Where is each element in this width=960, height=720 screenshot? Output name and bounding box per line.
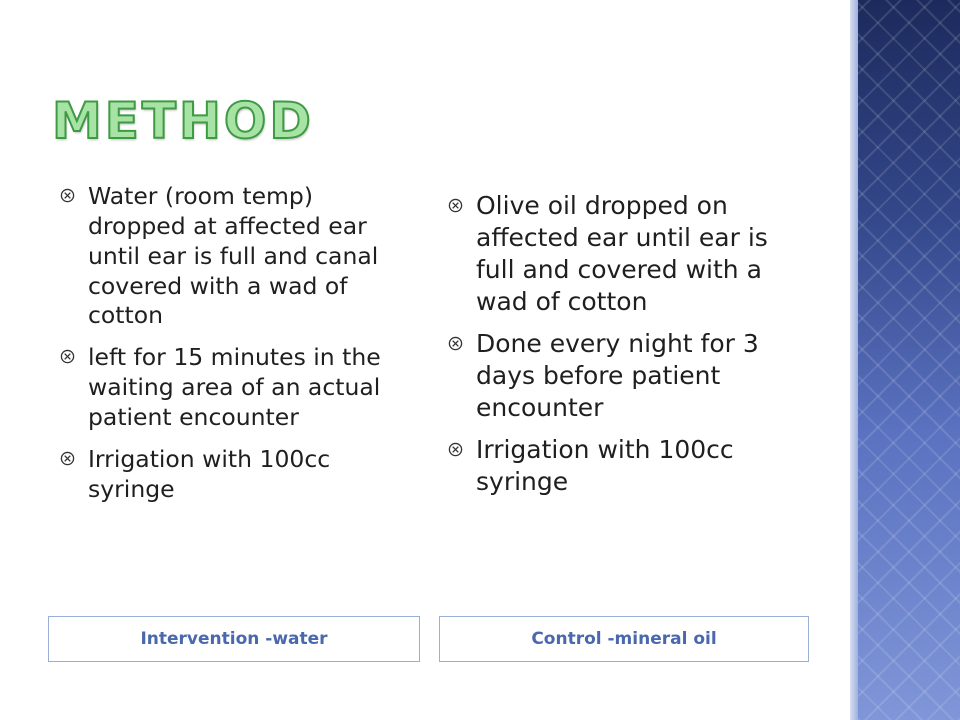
slide-title: METHOD <box>52 92 314 150</box>
bullet-text: left for 15 minutes in the waiting area of an actual patient encounter <box>88 343 381 431</box>
side-band-edge <box>850 0 858 720</box>
circled-cross-bullet-icon <box>448 442 463 457</box>
left-bullet-list <box>60 182 416 504</box>
list-item <box>448 328 808 424</box>
circled-cross-bullet-icon <box>60 349 75 364</box>
decorative-side-band <box>858 0 960 720</box>
circled-cross-bullet-icon <box>60 451 75 466</box>
list-item <box>60 182 416 331</box>
bullet-text: Irrigation with 100cc syringe <box>476 435 734 496</box>
left-column <box>60 182 416 516</box>
control-label: Control -mineral oil <box>439 616 809 662</box>
list-item <box>60 445 416 505</box>
circled-cross-bullet-icon <box>448 198 463 213</box>
right-column <box>448 190 808 508</box>
bullet-text: Water (room temp) dropped at affected ear until ear is full and canal covered with a wad of cotton <box>88 182 379 330</box>
bullet-text: Irrigation with 100cc syringe <box>88 444 331 503</box>
bullet-text: Done every night for 3 days before patient encounter <box>476 329 759 422</box>
circled-cross-bullet-icon <box>448 336 463 351</box>
list-item <box>448 190 808 318</box>
intervention-label: Intervention -water <box>48 616 420 662</box>
list-item <box>448 434 808 498</box>
circled-cross-bullet-icon <box>60 188 75 203</box>
list-item <box>60 343 416 433</box>
bullet-text: Olive oil dropped on affected ear until ear is full and covered with a wad of cotton <box>476 191 768 316</box>
right-bullet-list <box>448 190 808 498</box>
